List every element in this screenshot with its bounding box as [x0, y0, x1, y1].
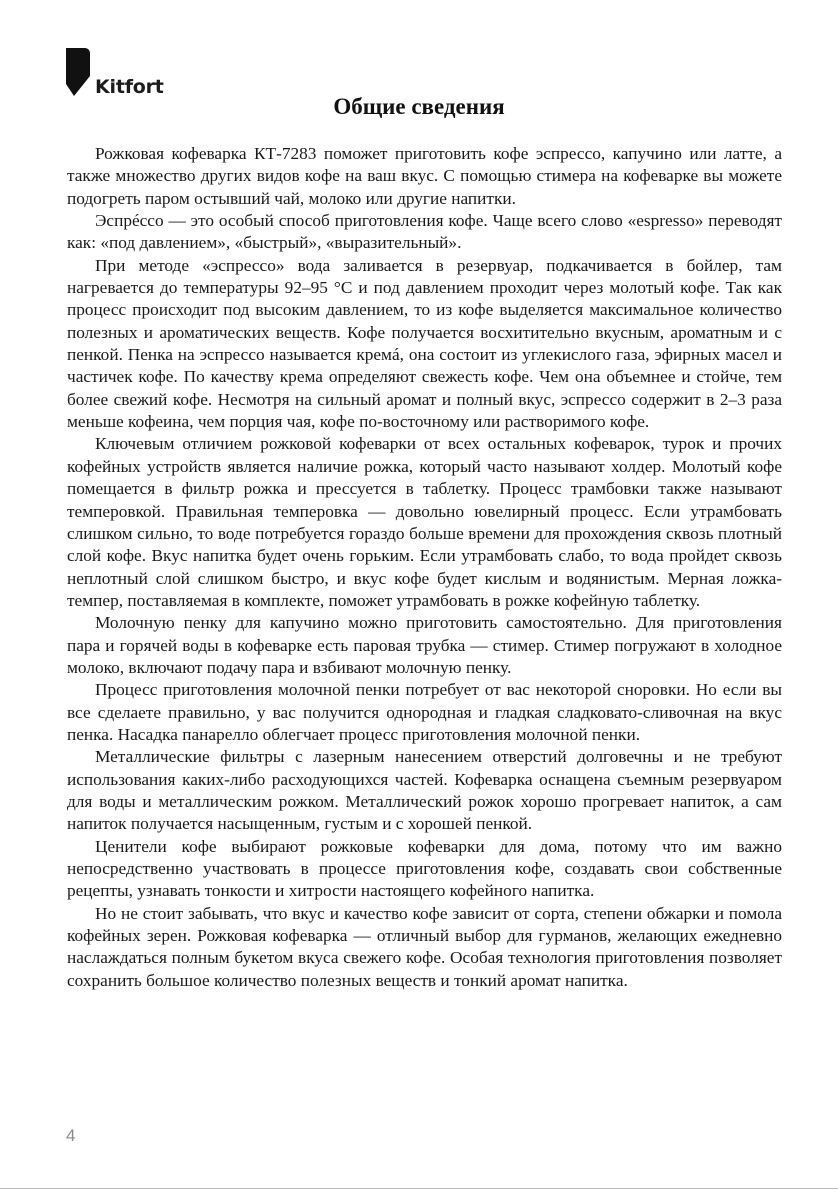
paragraph: Но не стоит забывать, что вкус и качество кофе зависит от сорта, степени обжарки и помола кофейных зерен. Рожковая кофеварка — отличный выбор для гурманов, желающих ежедневно наслаждаться полным букетом вкуса свежего кофе. Особая технология приготовления позволяет сохранить большое количество полезных веществ и тонкий аромат напитка.: [67, 903, 782, 990]
page-number: 4: [66, 1126, 76, 1145]
brand-logo: [66, 48, 164, 98]
paragraph: При методе «эспрессо» вода заливается в резервуар, подкачивается в бойлер, там нагревается до температуры 92–95 °C и под давлением проходит через молотый кофе. Так как процесс происходит под высоким давлением, то из кофе выделяется максимальное количество полезных и ароматических веществ. Кофе получается восхитительно вкусным, ароматным и с пенкой. Пенка на эспрессо называется кремá, она состоит из углекислого газа, эфирных масел и частичек кофе. По качеству крема определяют свежесть кофе. Чем она объемнее и стойче, тем более свежий кофе. Несмотря на сильный аромат и полный вкус, эспрессо содержит в 2–3 раза меньше кофеина, чем порция чая, кофе по-восточному или растворимого кофе.: [67, 255, 782, 432]
paragraph: Молочную пенку для капучино можно приготовить самостоятельно. Для приготовления пара и горячей воды в кофеварке есть паровая трубка — стимер. Стимер погружают в холодное молоко, включают подачу пара и взбивают молочную пенку.: [67, 613, 782, 677]
brand-name: Kitfort: [95, 76, 164, 98]
paragraph: Процесс приготовления молочной пенки потребует от вас некоторой сноровки. Но если вы все сделаете правильно, у вас получится однородная и гладкая сладковато-сливочная на вкус пенка. Насадка панарелло облегчает процесс приготовления молочной пенки.: [67, 680, 782, 744]
paragraph: Эспрéссо — это особый способ приготовления кофе. Чаще всего слово «espresso» переводят как: «под давлением», «быстрый», «выразительный».: [67, 211, 782, 253]
paragraph: Рожковая кофеварка КТ-7283 поможет приготовить кофе эспрессо, капучино или латте, а также множество других видов кофе на ваш вкус. С помощью стимера на кофеварке вы можете подогреть паром остывший чай, молоко или другие напитки.: [67, 144, 782, 208]
body-text: [67, 143, 782, 992]
paragraph: Металлические фильтры с лазерным нанесением отверстий долговечны и не требуют использования каких-либо расходующихся частей. Кофеварка оснащена съемным резервуаром для воды и металлическим рожком. Металлический рожок хорошо прогревает напиток, а сам напиток получается насыщенным, густым и с хорошей пенкой.: [67, 747, 782, 834]
page-title: Общие сведения: [333, 94, 505, 119]
paragraph: Ценители кофе выбирают рожковые кофеварки для дома, потому что им важно непосредственно участвовать в процессе приготовления кофе, создавать свои собственные рецепты, узнавать тонкости и хитрости настоящего кофейного напитка.: [67, 836, 782, 901]
page-bottom-divider: [0, 1188, 838, 1189]
kitfort-logo-icon: [66, 48, 90, 98]
paragraph: Ключевым отличием рожковой кофеварки от всех остальных кофеварок, турок и прочих кофейных устройств является наличие рожка, который часто называют холдер. Молотый кофе помещается в фильтр рожка и прессуется в таблетку. Процесс трамбовки также называют темперовкой. Правильная темперовка — довольно ювелирный процесс. Если утрамбовать слишком сильно, то воде потребуется гораздо больше времени для прохождения сквозь плотный слой кофе. Вкус напитка будет очень горьким. Если утрамбовать слабо, то вода пройдет сквозь неплотный слой слишком быстро, и вкус кофе будет кислым и водянистым. Мерная ложка-темпер, поставляемая в комплекте, поможет утрамбовать в рожке кофейную таблетку.: [67, 434, 782, 610]
